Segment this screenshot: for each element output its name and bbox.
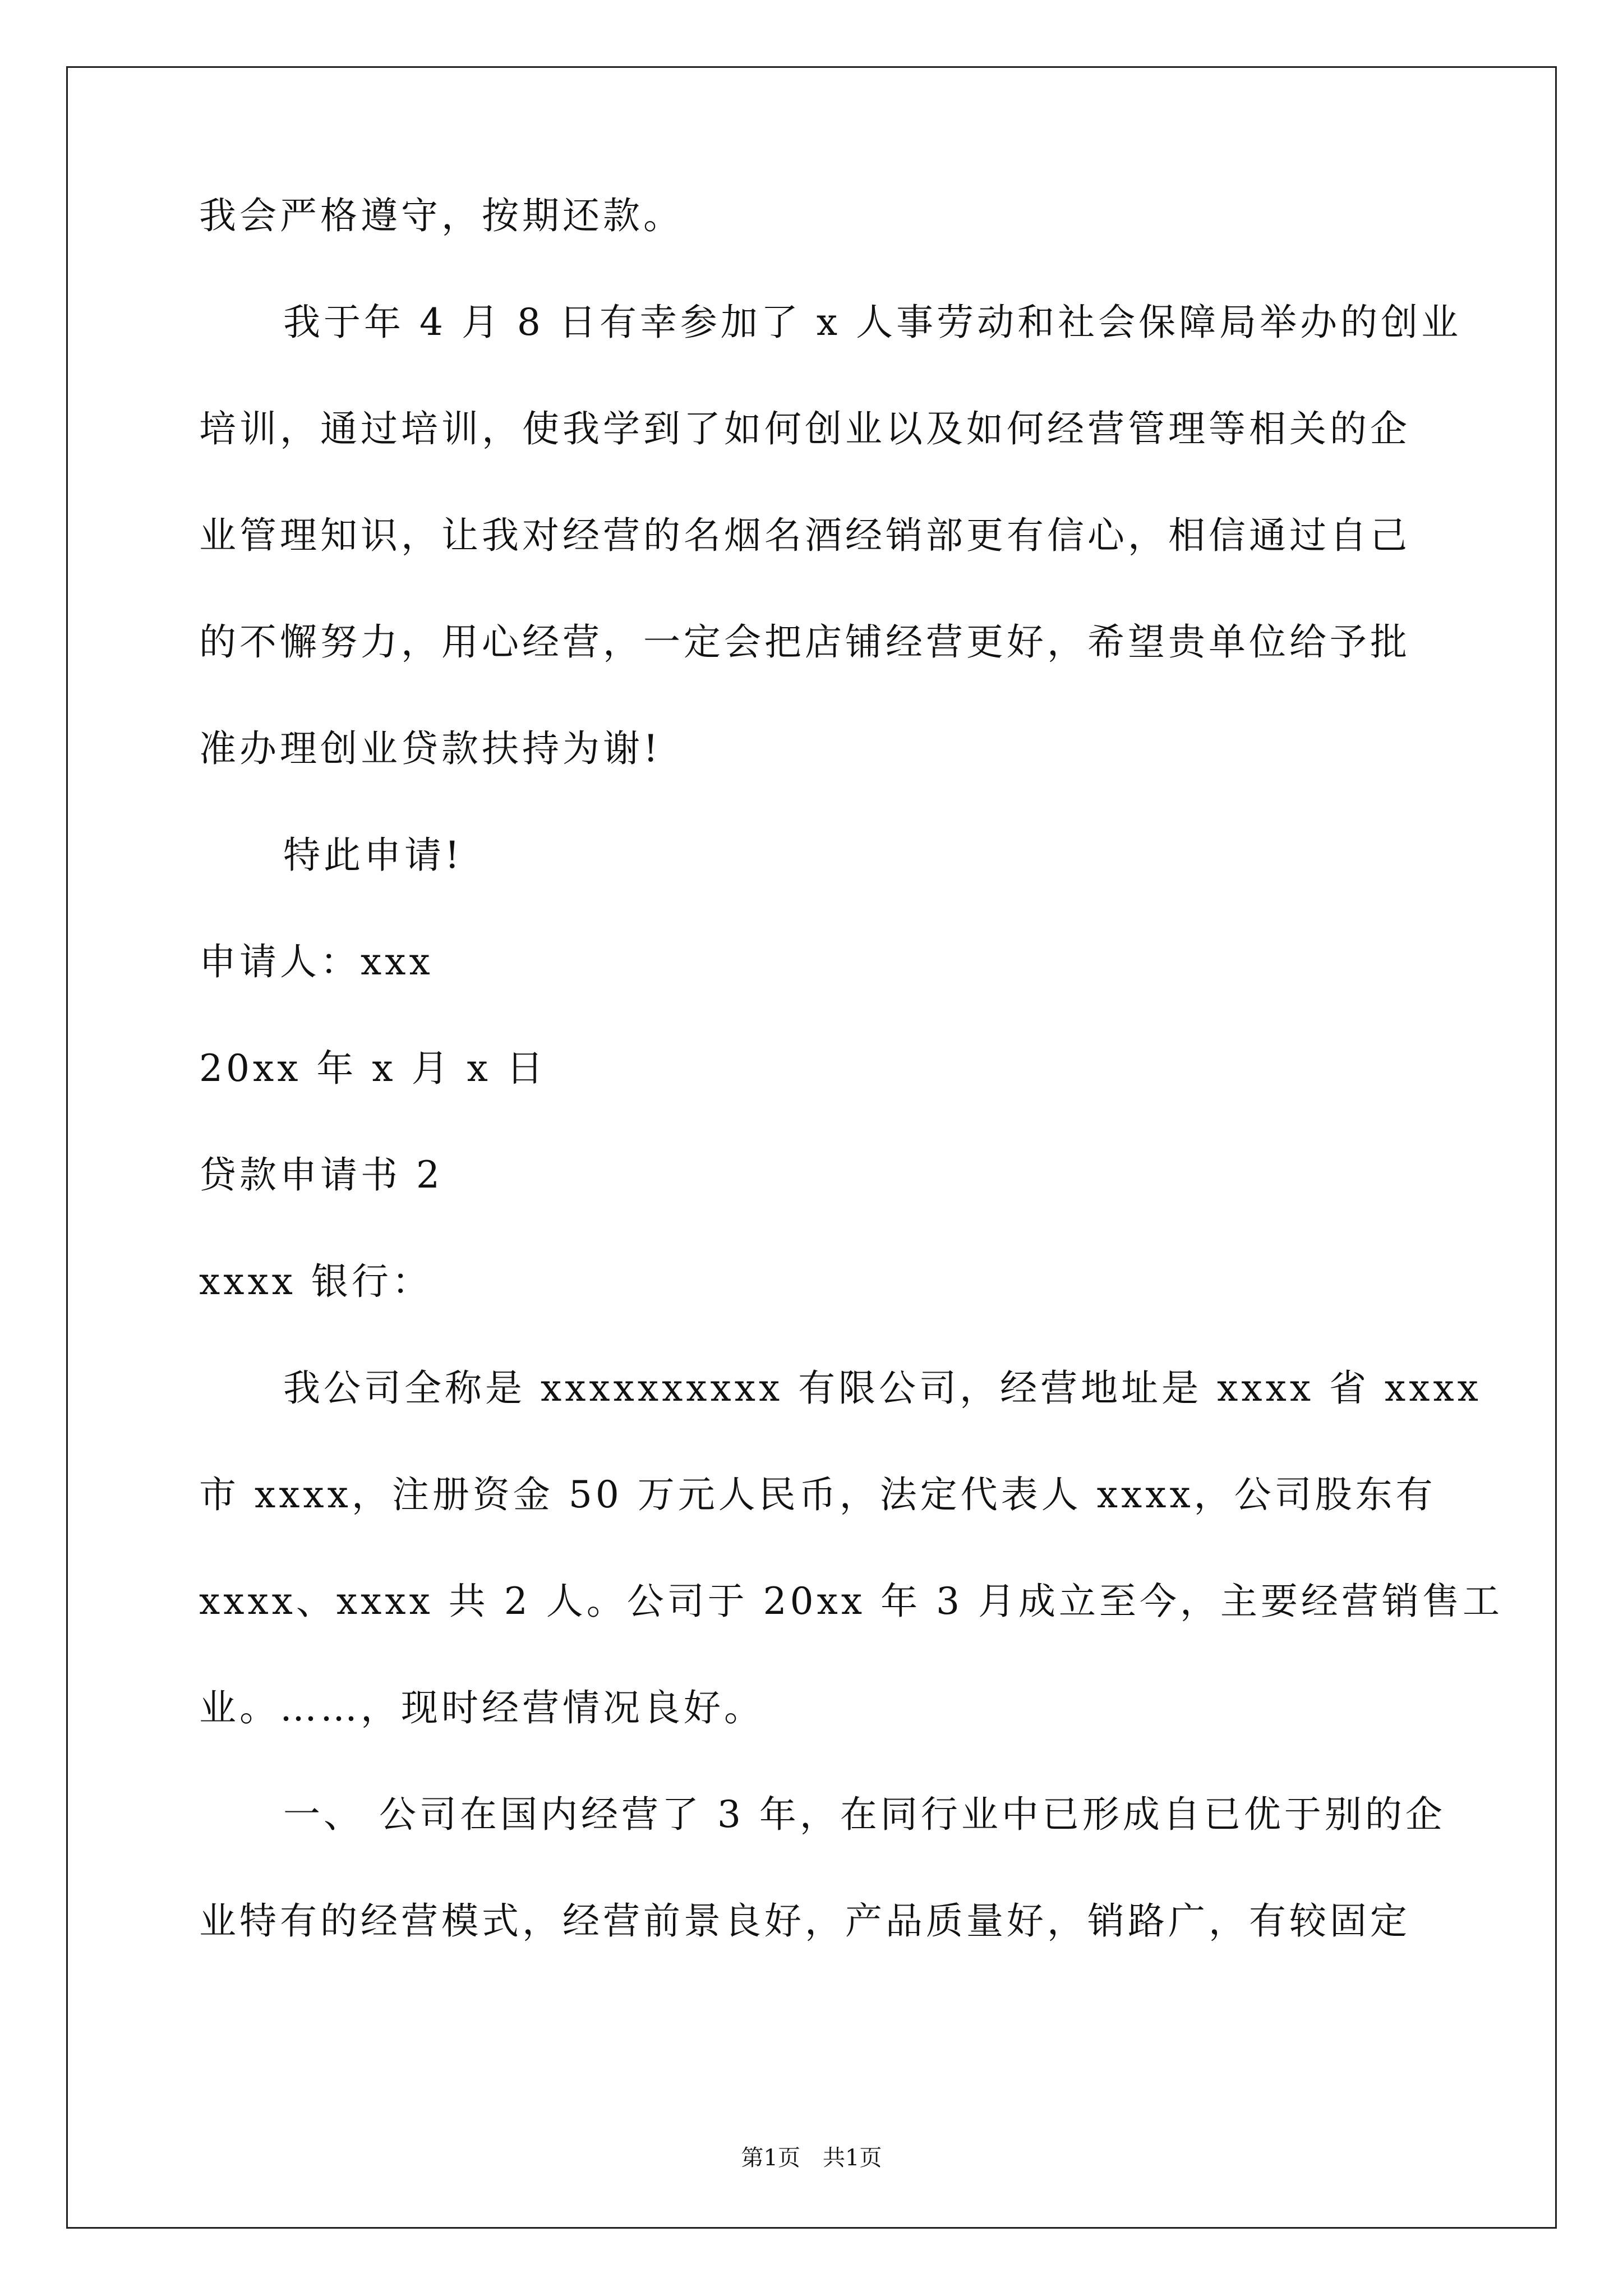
paragraph-line: 我公司全称是 xxxxxxxxxx 有限公司，经营地址是 xxxx 省 xxxx	[283, 1366, 1482, 1410]
closing-phrase: 特此申请!	[283, 834, 463, 877]
text-line: 业特有的经营模式，经营前景良好，产品质量好，销路广，有较固定	[199, 1899, 1410, 1943]
paragraph-line: 一、 公司在国内经营了 3 年，在同行业中已形成自已优于别的企	[283, 1793, 1446, 1836]
text-line: 培训，通过培训，使我学到了如何创业以及如何经营管理等相关的企	[199, 407, 1410, 450]
text-line: xxxx、xxxx 共 2 人。公司于 20xx 年 3 月成立至今，主要经营销售工	[199, 1580, 1504, 1623]
text-line: 业管理知识，让我对经营的名烟名酒经销部更有信心，相信通过自己	[199, 514, 1410, 557]
text-line: 市 xxxx，注册资金 50 万元人民币，法定代表人 xxxx，公司股东有	[199, 1473, 1436, 1516]
addressee-line: xxxx 银行：	[199, 1260, 432, 1303]
section-heading: 贷款申请书 2	[199, 1153, 443, 1197]
text-line: 准办理创业贷款扶持为谢!	[199, 727, 662, 770]
text-line: 业。……，现时经营情况良好。	[199, 1686, 764, 1729]
text-line: 我会严格遵守，按期还款。	[199, 194, 684, 237]
paragraph-line: 我于年 4 月 8 日有幸参加了 x 人事劳动和社会保障局举办的创业	[283, 301, 1462, 344]
text-line: 的不懈努力，用心经营，一定会把店铺经营更好，希望贵单位给予批	[199, 620, 1410, 664]
date-line: 20xx 年 x 月 x 日	[199, 1047, 547, 1090]
page-footer: 第1页 共1页	[741, 2145, 882, 2171]
applicant-line: 申请人：xxx	[199, 940, 434, 983]
